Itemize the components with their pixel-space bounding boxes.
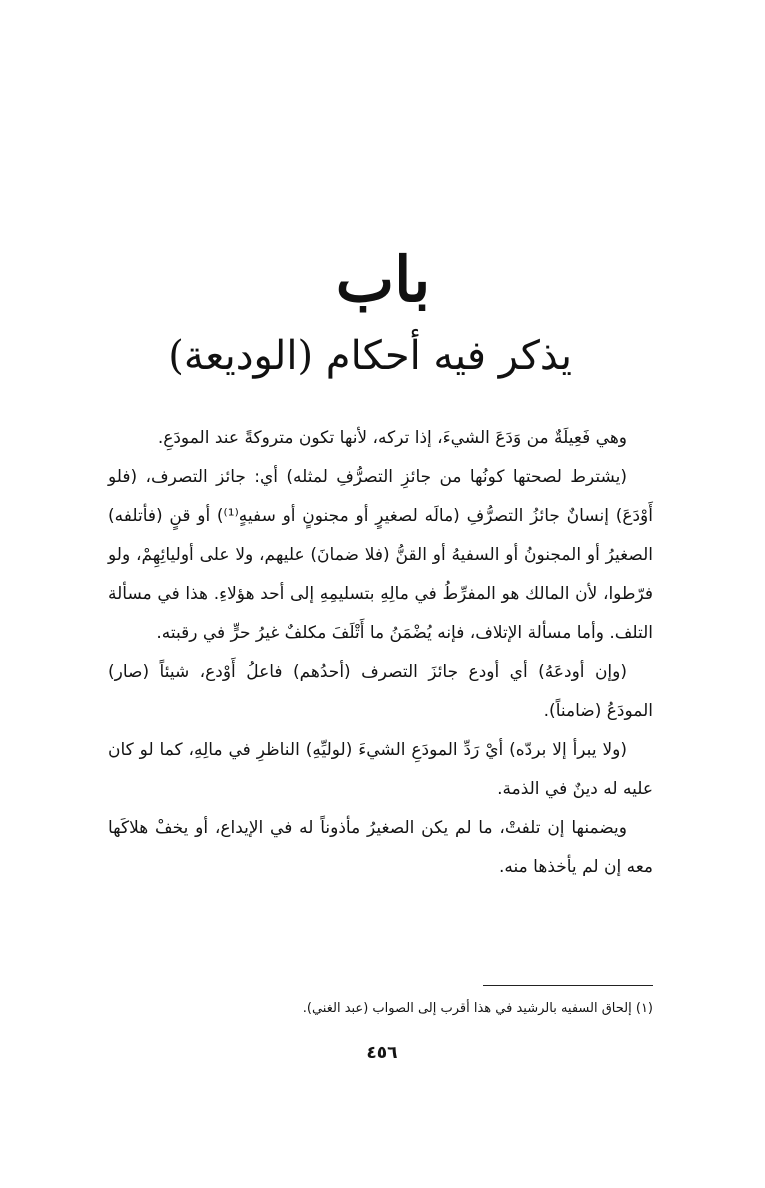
- body-text: [108, 419, 653, 887]
- paragraph: (ولا يبرأ إلا بردّه) أيْ رَدِّ المودَعِ الشيءَ (لوليِّهِ) الناظرِ في مالِهِ، كما لو كان عليه له دينٌ في الذمة.: [108, 740, 653, 799]
- chapter-title: يذكر فيه أحكام (الوديعة): [168, 333, 572, 379]
- paragraph: (يشترط لصحتها كونُها من جائزِ التصرُّفِ لمثله) أي: جائز التصرف، (فلو أَوْدَعَ) إنسانٌ جائزُ التصرُّفِ (مالَه لصغيرٍ أو مجنونٍ أو سفيهٍ⁽¹⁾) أو قنٍ (فأتلفه) الصغيرُ أو المجنونُ أو السفيهُ أو القنُّ (فلا ضمانَ) عليهم، ولا على أوليائِهِمْ، ولو فرّطوا، لأن المالك هو المفرِّطُ في مالِهِ بتسليمِهِ إلى أحد هؤلاءِ. هذا في مسألة التلف. وأما مسألة الإتلاف، فإنه يُضْمَنُ ما أَتْلَفَ مكلفٌ غيرُ حرٍّ في رقبته.: [108, 467, 653, 643]
- chapter-heading: باب: [335, 243, 431, 316]
- paragraph: ويضمنها إن تلفتْ، ما لم يكن الصغيرُ مأذوناً له في الإيداع، أو يخفْ هلاكَها معه إن لم يأخذها منه.: [108, 818, 653, 877]
- paragraph: وهي فَعِيلَةٌ من وَدَعَ الشيءَ، إذا تركه، لأنها تكون متروكةً عند المودَعِ.: [157, 428, 627, 448]
- paragraph: (وإن أودعَهُ) أي أودع جائزَ التصرف (أحدُهم) فاعلُ أَوْدع، شيئاً (صار) المودَعُ (ضامناً).: [108, 662, 653, 721]
- footnote-divider: [483, 985, 653, 986]
- page-number: ٤٥٦: [366, 1043, 398, 1063]
- footnote: (١) إلحاق السفيه بالرشيد في هذا أقرب إلى الصواب (عبد الغني).: [302, 1001, 653, 1016]
